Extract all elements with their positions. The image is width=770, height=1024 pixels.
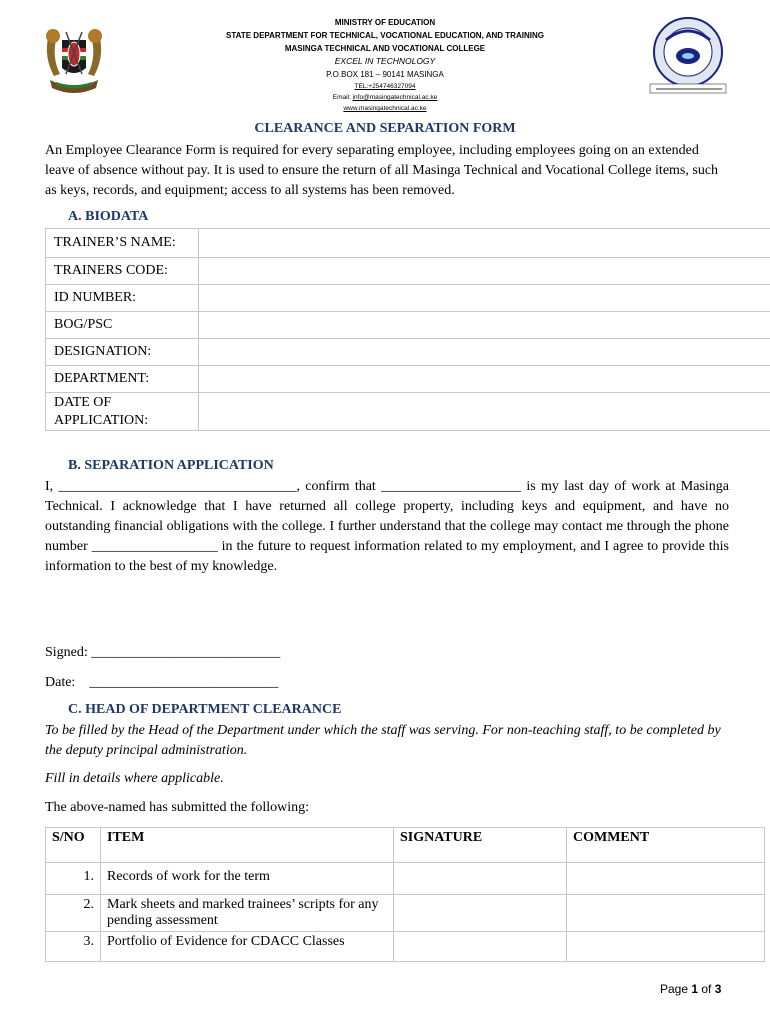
id-number-label: ID NUMBER: [46,285,199,312]
date-of-application-field[interactable] [199,393,770,431]
col-signature: SIGNATURE [394,828,567,863]
intro-paragraph: An Employee Clearance Form is required for every separating employee, including employees going on an extended leave of absence without pay. It is used to ensure the return of all Masinga Technical and Vocational College items, such as keys, records, and equipment; access to all systems has been removed. [45,143,719,198]
page-word: Page [660,982,692,996]
table-row [46,863,765,895]
email-line [200,92,570,103]
table-header-row [46,828,765,863]
id-number-field[interactable] [199,285,770,312]
trainer-code-field[interactable] [199,258,770,285]
designation-label: DESIGNATION: [46,339,199,366]
biodata-row [46,258,770,285]
comment-cell[interactable] [567,895,765,932]
row-number: 2. [46,895,101,932]
date-line[interactable]: Date: ___________________________ [45,675,279,690]
signature-cell[interactable] [394,895,567,932]
designation-field[interactable] [199,339,770,366]
total-pages: 3 [714,982,722,996]
biodata-row [46,339,770,366]
trainer-code-label: TRAINERS CODE: [46,258,199,285]
email-link[interactable]: info@masingatechnical.ac.ke [352,94,438,101]
signature-cell[interactable] [394,932,567,962]
comment-cell[interactable] [567,863,765,895]
college-name: MASINGA TECHNICAL AND VOCATIONAL COLLEGE [284,44,486,53]
biodata-row [46,312,770,339]
biodata-row [46,393,770,431]
postal-address: P.O.BOX 181 – 90141 MASINGA [326,70,444,79]
current-page: 1 [691,982,699,996]
row-item: Mark sheets and marked trainees’ scripts for any pending assessment [101,895,394,932]
letterhead [200,16,570,114]
biodata-heading: A. BIODATA [68,209,149,224]
telephone: TEL:+254746327094 [354,83,416,90]
biodata-row [46,366,770,393]
college-motto: EXCEL IN TECHNOLOGY [334,56,436,66]
bog-psc-label: BOG/PSC [46,312,199,339]
coat-of-arms-logo [40,18,108,98]
bog-psc-field[interactable] [199,312,770,339]
ministry-name: MINISTRY OF EDUCATION [334,18,436,27]
row-item: Records of work for the term [101,863,394,895]
submitted-intro: The above-named has submitted the following: [45,800,309,815]
college-seal-logo [644,14,732,98]
row-number: 3. [46,932,101,962]
table-row [46,932,765,962]
date-of-application-label: DATE OF APPLICATION: [46,393,199,431]
biodata-table [45,228,770,431]
of-word: of [698,982,715,996]
separation-statement: I, __________________________________, confirm that ____________________ is my last day of work at Masinga Technical. I acknowledge that I have returned all college property, including keys and equipment, and have no outstanding financial obligations with the college. I further understand that the college may contact me through the phone number __________________ in the future to request information related to my employment, and I agree to provide this information to the best of my knowledge. [45,479,729,574]
row-number: 1. [46,863,101,895]
fill-note: Fill in details where applicable. [45,771,224,786]
trainer-name-field[interactable] [199,229,770,258]
col-comment: COMMENT [567,828,765,863]
state-department-name: STATE DEPARTMENT FOR TECHNICAL, VOCATIONAL EDUCATION, AND TRAINING [226,31,544,40]
email-label: Email: [332,94,353,101]
col-sno: S/NO [46,828,101,863]
website-link[interactable]: www.masingatechnical.ac.ke [343,105,427,112]
biodata-row [46,285,770,312]
col-item: ITEM [101,828,394,863]
hod-clearance-heading: C. HEAD OF DEPARTMENT CLEARANCE [68,702,342,717]
department-label: DEPARTMENT: [46,366,199,393]
signed-line[interactable]: Signed: ___________________________ [45,645,281,660]
trainer-name-label: TRAINER’S NAME: [46,229,199,258]
comment-cell[interactable] [567,932,765,962]
form-title: CLEARANCE AND SEPARATION FORM [254,121,516,136]
hod-instruction: To be filled by the Head of the Department under which the staff was serving. For non-teaching staff, to be completed by the deputy principal administration. [45,723,721,758]
separation-heading: B. SEPARATION APPLICATION [68,458,274,473]
table-row [46,895,765,932]
department-field[interactable] [199,366,770,393]
page-number [660,982,721,996]
hod-clearance-table [45,827,765,962]
biodata-row [46,229,770,258]
row-item: Portfolio of Evidence for CDACC Classes [101,932,394,962]
signature-cell[interactable] [394,863,567,895]
